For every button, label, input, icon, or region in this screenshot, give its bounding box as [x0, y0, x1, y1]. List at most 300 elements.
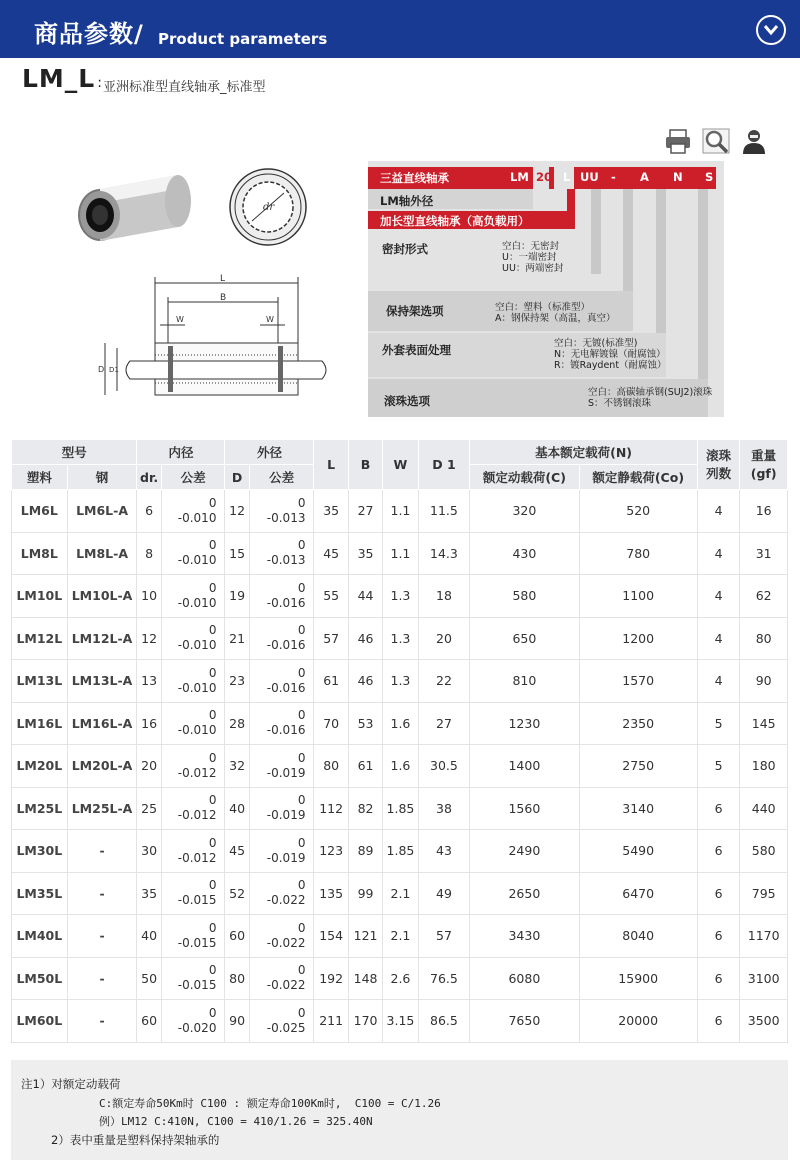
tol-lower: -0.013 — [266, 553, 306, 568]
table-row — [12, 872, 788, 915]
table-row — [12, 617, 788, 660]
cell-B: 148 — [348, 957, 382, 1000]
cell-D: 52 — [225, 872, 249, 915]
cell-dr: 50 — [137, 957, 161, 1000]
cell-stat-load: 6470 — [579, 872, 697, 915]
code-explanation-panel — [368, 161, 724, 417]
th-B: B — [348, 440, 382, 490]
cell-tol-outer — [249, 787, 314, 830]
section-subtitle: Product parameters — [158, 30, 328, 48]
cell-plastic-model: LM50L — [12, 957, 68, 1000]
cell-dyn-load: 6080 — [470, 957, 579, 1000]
cell-weight: 3100 — [740, 957, 788, 1000]
tol-lower: -0.012 — [177, 850, 217, 865]
cell-L: 70 — [314, 702, 348, 745]
tol-lower: -0.015 — [177, 978, 217, 993]
cell-tol-inner — [161, 617, 225, 660]
th-balls: 滚珠列数 — [697, 440, 739, 490]
cell-steel-model: LM20L-A — [67, 745, 137, 788]
cell-steel-model: LM25L-A — [67, 787, 137, 830]
cell-weight: 440 — [740, 787, 788, 830]
tol-upper: 0 — [297, 920, 306, 935]
tol-lower: -0.010 — [177, 595, 217, 610]
cell-tol-inner — [161, 957, 225, 1000]
tol-upper: 0 — [208, 538, 217, 553]
table-row — [12, 957, 788, 1000]
tol-lower: -0.019 — [266, 850, 306, 865]
cell-tol-inner — [161, 490, 225, 533]
table-row — [12, 575, 788, 618]
note-2: C:额定寿命50Km时 C100 : 额定寿命100Km时, C100 = C/1.26 — [99, 1097, 441, 1110]
cell-W: 1.85 — [383, 787, 418, 830]
table-row — [12, 532, 788, 575]
cell-tol-outer — [249, 745, 314, 788]
cell-plastic-model: LM8L — [12, 532, 68, 575]
tol-upper: 0 — [297, 538, 306, 553]
user-icon[interactable] — [740, 127, 768, 155]
cell-tol-outer — [249, 872, 314, 915]
bearing-end-view — [230, 169, 306, 245]
cell-ball-rows: 6 — [697, 915, 739, 958]
tol-upper: 0 — [297, 580, 306, 595]
cell-W: 1.1 — [383, 490, 418, 533]
cell-D1: 57 — [418, 915, 470, 958]
th-L: L — [314, 440, 348, 490]
tol-lower: -0.022 — [266, 935, 306, 950]
cell-ball-rows: 4 — [697, 660, 739, 703]
cell-dr: 8 — [137, 532, 161, 575]
ball-notes: 空白：高碳轴承钢(SUJ2)滚珠 S：不锈钢滚珠 — [588, 387, 713, 409]
cell-stat-load: 1200 — [579, 617, 697, 660]
cell-tol-outer — [249, 702, 314, 745]
cell-D1: 27 — [418, 702, 470, 745]
cell-stat-load: 5490 — [579, 830, 697, 873]
cell-W: 1.85 — [383, 830, 418, 873]
cell-dyn-load: 7650 — [470, 1000, 579, 1043]
label-D1: D1 — [109, 366, 119, 374]
cell-ball-rows: 6 — [697, 830, 739, 873]
ball-label: 滚珠选项 — [384, 394, 430, 408]
cell-L: 135 — [314, 872, 348, 915]
tol-upper: 0 — [208, 1005, 217, 1020]
th-D1: D 1 — [418, 440, 470, 490]
label-W1: W — [176, 315, 184, 324]
tol-upper: 0 — [208, 580, 217, 595]
cell-stat-load: 780 — [579, 532, 697, 575]
cell-dyn-load: 580 — [470, 575, 579, 618]
cell-steel-model: LM13L-A — [67, 660, 137, 703]
cell-tol-inner — [161, 915, 225, 958]
cell-steel-model: LM6L-A — [67, 490, 137, 533]
cell-stat-load: 1570 — [579, 660, 697, 703]
chevron-down-circle-icon[interactable] — [756, 15, 786, 45]
tol-upper: 0 — [208, 963, 217, 978]
tol-lower: -0.010 — [177, 553, 217, 568]
cell-D: 15 — [225, 532, 249, 575]
tool-icons — [664, 127, 774, 155]
cell-dr: 30 — [137, 830, 161, 873]
tol-upper: 0 — [297, 623, 306, 638]
cell-ball-rows: 5 — [697, 702, 739, 745]
note-4: 2）表中重量是塑料保持架轴承的 — [51, 1133, 220, 1147]
tol-upper: 0 — [208, 793, 217, 808]
tol-upper: 0 — [208, 750, 217, 765]
th-dr: dr. — [137, 465, 161, 490]
cell-steel-model: LM8L-A — [67, 532, 137, 575]
cell-dyn-load: 1400 — [470, 745, 579, 788]
cell-D1: 43 — [418, 830, 470, 873]
th-load: 基本额定载荷(N) — [470, 440, 698, 465]
th-plastic: 塑料 — [12, 465, 68, 490]
cell-tol-inner — [161, 830, 225, 873]
cell-tol-inner — [161, 702, 225, 745]
tol-lower: -0.010 — [177, 680, 217, 695]
cell-W: 2.1 — [383, 872, 418, 915]
cell-dyn-load: 1230 — [470, 702, 579, 745]
cell-B: 89 — [348, 830, 382, 873]
tol-upper: 0 — [297, 878, 306, 893]
cell-dr: 20 — [137, 745, 161, 788]
cell-dyn-load: 650 — [470, 617, 579, 660]
cell-plastic-model: LM60L — [12, 1000, 68, 1043]
cell-L: 154 — [314, 915, 348, 958]
th-model: 型号 — [12, 440, 137, 465]
cell-plastic-model: LM25L — [12, 787, 68, 830]
code-lm-outer: LM轴外径 — [380, 194, 434, 208]
table-row — [12, 490, 788, 533]
cell-weight: 80 — [740, 617, 788, 660]
cell-B: 44 — [348, 575, 382, 618]
cell-D: 90 — [225, 1000, 249, 1043]
cell-stat-load: 8040 — [579, 915, 697, 958]
table-row — [12, 660, 788, 703]
cell-plastic-model: LM35L — [12, 872, 68, 915]
tol-lower: -0.019 — [266, 808, 306, 823]
tol-lower: -0.010 — [177, 510, 217, 525]
label-W2: W — [266, 315, 274, 324]
label-L: L — [220, 274, 226, 284]
cell-tol-inner — [161, 532, 225, 575]
cell-D1: 86.5 — [418, 1000, 470, 1043]
cell-B: 61 — [348, 745, 382, 788]
cell-ball-rows: 6 — [697, 957, 739, 1000]
tol-upper: 0 — [208, 920, 217, 935]
cell-ball-rows: 6 — [697, 787, 739, 830]
bearing-diagram — [60, 165, 360, 415]
cell-weight: 31 — [740, 532, 788, 575]
cell-W: 1.6 — [383, 745, 418, 788]
tol-upper: 0 — [208, 878, 217, 893]
th-stat: 额定静载荷(Co) — [579, 465, 697, 490]
printer-icon[interactable] — [664, 127, 692, 155]
tol-lower: -0.022 — [266, 978, 306, 993]
th-weight: 重量(gf) — [740, 440, 788, 490]
cell-W: 3.15 — [383, 1000, 418, 1043]
cell-D: 80 — [225, 957, 249, 1000]
cell-tol-outer — [249, 660, 314, 703]
cage-label: 保持架选项 — [386, 304, 444, 318]
cell-dyn-load: 2490 — [470, 830, 579, 873]
cell-plastic-model: LM6L — [12, 490, 68, 533]
section-title: 商品参数/ — [34, 20, 144, 48]
tol-lower: -0.020 — [177, 1020, 217, 1035]
label-dr: dr — [263, 202, 275, 213]
cell-L: 123 — [314, 830, 348, 873]
cell-B: 170 — [348, 1000, 382, 1043]
cell-dr: 16 — [137, 702, 161, 745]
tol-lower: -0.016 — [266, 595, 306, 610]
cell-ball-rows: 4 — [697, 532, 739, 575]
cell-weight: 580 — [740, 830, 788, 873]
tol-lower: -0.010 — [177, 723, 217, 738]
tol-lower: -0.025 — [266, 1020, 306, 1035]
cell-L: 211 — [314, 1000, 348, 1043]
cell-ball-rows: 5 — [697, 745, 739, 788]
cell-W: 1.3 — [383, 617, 418, 660]
seal-notes: 空白：无密封 U：一端密封 UU：两端密封 — [502, 241, 564, 274]
cell-dr: 12 — [137, 617, 161, 660]
tol-lower: -0.016 — [266, 680, 306, 695]
cell-L: 35 — [314, 490, 348, 533]
cell-ball-rows: 4 — [697, 575, 739, 618]
seal-label: 密封形式 — [382, 242, 428, 256]
code-UU: UU — [580, 170, 599, 184]
cell-D1: 22 — [418, 660, 470, 703]
cell-D: 23 — [225, 660, 249, 703]
cell-D: 12 — [225, 490, 249, 533]
th-W: W — [383, 440, 418, 490]
code-long-type: 加长型直线轴承（高负载用） — [380, 214, 530, 228]
cell-weight: 16 — [740, 490, 788, 533]
note-3: 例）LM12 C:410N, C100 = 410/1.26 = 325.40N — [99, 1115, 373, 1128]
cell-weight: 795 — [740, 872, 788, 915]
tol-upper: 0 — [208, 665, 217, 680]
tol-upper: 0 — [208, 495, 217, 510]
th-D: D — [225, 465, 249, 490]
cell-tol-outer — [249, 915, 314, 958]
th-outer: 外径 — [225, 440, 314, 465]
cell-stat-load: 2750 — [579, 745, 697, 788]
cell-weight: 62 — [740, 575, 788, 618]
tol-upper: 0 — [297, 835, 306, 850]
tol-upper: 0 — [297, 1005, 306, 1020]
cell-B: 35 — [348, 532, 382, 575]
spec-table — [11, 439, 788, 1043]
magnifier-icon[interactable] — [702, 127, 730, 155]
cell-tol-outer — [249, 617, 314, 660]
cell-stat-load: 15900 — [579, 957, 697, 1000]
cell-W: 2.1 — [383, 915, 418, 958]
cell-stat-load: 2350 — [579, 702, 697, 745]
cell-B: 27 — [348, 490, 382, 533]
cell-L: 80 — [314, 745, 348, 788]
th-tol2: 公差 — [249, 465, 314, 490]
cell-L: 61 — [314, 660, 348, 703]
cell-steel-model: LM12L-A — [67, 617, 137, 660]
cage-notes: 空白：塑料（标准型） A：钢保持架（高温，真空） — [495, 302, 616, 324]
cell-B: 46 — [348, 617, 382, 660]
tol-upper: 0 — [297, 495, 306, 510]
cell-tol-inner — [161, 660, 225, 703]
cell-plastic-model: LM20L — [12, 745, 68, 788]
cell-ball-rows: 6 — [697, 1000, 739, 1043]
cell-dyn-load: 1560 — [470, 787, 579, 830]
cell-D: 32 — [225, 745, 249, 788]
cell-steel-model: - — [67, 872, 137, 915]
cell-plastic-model: LM40L — [12, 915, 68, 958]
cell-plastic-model: LM12L — [12, 617, 68, 660]
cell-W: 1.3 — [383, 660, 418, 703]
cell-stat-load: 1100 — [579, 575, 697, 618]
code-N: N — [673, 170, 683, 184]
th-tol1: 公差 — [161, 465, 225, 490]
cell-dr: 13 — [137, 660, 161, 703]
cell-D1: 18 — [418, 575, 470, 618]
tol-upper: 0 — [208, 708, 217, 723]
cell-W: 1.1 — [383, 532, 418, 575]
cell-weight: 90 — [740, 660, 788, 703]
tol-upper: 0 — [208, 623, 217, 638]
cell-tol-inner — [161, 745, 225, 788]
tol-upper: 0 — [208, 835, 217, 850]
cell-L: 45 — [314, 532, 348, 575]
th-inner: 内径 — [137, 440, 225, 465]
cell-tol-inner — [161, 575, 225, 618]
cell-dyn-load: 3430 — [470, 915, 579, 958]
cell-tol-outer — [249, 575, 314, 618]
cell-tol-outer — [249, 1000, 314, 1043]
cell-stat-load: 3140 — [579, 787, 697, 830]
cell-L: 57 — [314, 617, 348, 660]
cell-tol-inner — [161, 1000, 225, 1043]
notes-box — [11, 1060, 788, 1160]
table-row — [12, 915, 788, 958]
bearing-section-view — [98, 274, 326, 395]
cell-D: 60 — [225, 915, 249, 958]
table-row — [12, 745, 788, 788]
cell-D1: 76.5 — [418, 957, 470, 1000]
tol-lower: -0.012 — [177, 765, 217, 780]
cell-dr: 6 — [137, 490, 161, 533]
th-dyn: 额定动载荷(C) — [470, 465, 579, 490]
cell-weight: 3500 — [740, 1000, 788, 1043]
cell-stat-load: 520 — [579, 490, 697, 533]
cell-dr: 10 — [137, 575, 161, 618]
table-row — [12, 787, 788, 830]
code-S: S — [705, 170, 714, 184]
tol-lower: -0.015 — [177, 893, 217, 908]
tol-lower: -0.012 — [177, 808, 217, 823]
cell-weight: 180 — [740, 745, 788, 788]
model-code: LM_L : — [22, 64, 103, 93]
cell-D1: 14.3 — [418, 532, 470, 575]
note-1: 注1）对额定动载荷 — [21, 1077, 121, 1091]
surface-notes: 空白：无镀(标准型) N：无电解镀镍（耐腐蚀） R：镀Raydent（耐腐蚀） — [554, 338, 667, 371]
cell-D: 19 — [225, 575, 249, 618]
cell-dyn-load: 810 — [470, 660, 579, 703]
cell-B: 53 — [348, 702, 382, 745]
cell-stat-load: 20000 — [579, 1000, 697, 1043]
cell-dr: 60 — [137, 1000, 161, 1043]
code-LM: LM — [510, 170, 529, 184]
cell-D1: 11.5 — [418, 490, 470, 533]
cell-steel-model: - — [67, 915, 137, 958]
model-description: 亚洲标准型直线轴承_标准型 — [103, 80, 266, 95]
cell-dr: 25 — [137, 787, 161, 830]
bearing-3d-image — [78, 175, 191, 241]
cell-tol-outer — [249, 830, 314, 873]
spec-table-body — [12, 490, 788, 1043]
cell-tol-inner — [161, 872, 225, 915]
cell-D1: 30.5 — [418, 745, 470, 788]
cell-D: 28 — [225, 702, 249, 745]
cell-steel-model: - — [67, 1000, 137, 1043]
cell-steel-model: LM16L-A — [67, 702, 137, 745]
cell-B: 121 — [348, 915, 382, 958]
cell-L: 192 — [314, 957, 348, 1000]
tol-upper: 0 — [297, 793, 306, 808]
cell-ball-rows: 6 — [697, 872, 739, 915]
tol-lower: -0.016 — [266, 638, 306, 653]
cell-plastic-model: LM30L — [12, 830, 68, 873]
cell-L: 55 — [314, 575, 348, 618]
cell-W: 1.6 — [383, 702, 418, 745]
tol-upper: 0 — [297, 665, 306, 680]
cell-W: 1.3 — [383, 575, 418, 618]
tol-upper: 0 — [297, 750, 306, 765]
cell-steel-model: - — [67, 830, 137, 873]
table-row — [12, 1000, 788, 1043]
cell-tol-inner — [161, 787, 225, 830]
cell-B: 99 — [348, 872, 382, 915]
cell-weight: 145 — [740, 702, 788, 745]
cell-D1: 20 — [418, 617, 470, 660]
cell-steel-model: LM10L-A — [67, 575, 137, 618]
code-bar-title: 三益直线轴承 — [380, 171, 449, 185]
cell-dyn-load: 2650 — [470, 872, 579, 915]
cell-D: 21 — [225, 617, 249, 660]
cell-plastic-model: LM16L — [12, 702, 68, 745]
table-row — [12, 702, 788, 745]
cell-D: 45 — [225, 830, 249, 873]
cell-W: 2.6 — [383, 957, 418, 1000]
table-row — [12, 830, 788, 873]
cell-D1: 38 — [418, 787, 470, 830]
cell-ball-rows: 4 — [697, 617, 739, 660]
label-D: D — [98, 365, 105, 374]
tol-lower: -0.016 — [266, 723, 306, 738]
cell-B: 46 — [348, 660, 382, 703]
code-dash: - — [611, 170, 616, 184]
tol-upper: 0 — [297, 963, 306, 978]
th-steel: 钢 — [67, 465, 137, 490]
cell-D1: 49 — [418, 872, 470, 915]
section-header — [0, 0, 800, 58]
tol-lower: -0.010 — [177, 638, 217, 653]
cell-plastic-model: LM13L — [12, 660, 68, 703]
surface-label: 外套表面处理 — [382, 343, 451, 357]
tol-lower: -0.022 — [266, 893, 306, 908]
cell-dr: 40 — [137, 915, 161, 958]
tol-lower: -0.015 — [177, 935, 217, 950]
cell-tol-outer — [249, 957, 314, 1000]
code-L: L — [563, 170, 571, 184]
code-20: 20 — [536, 170, 553, 184]
tol-lower: -0.013 — [266, 510, 306, 525]
cell-plastic-model: LM10L — [12, 575, 68, 618]
cell-dr: 35 — [137, 872, 161, 915]
tol-lower: -0.019 — [266, 765, 306, 780]
